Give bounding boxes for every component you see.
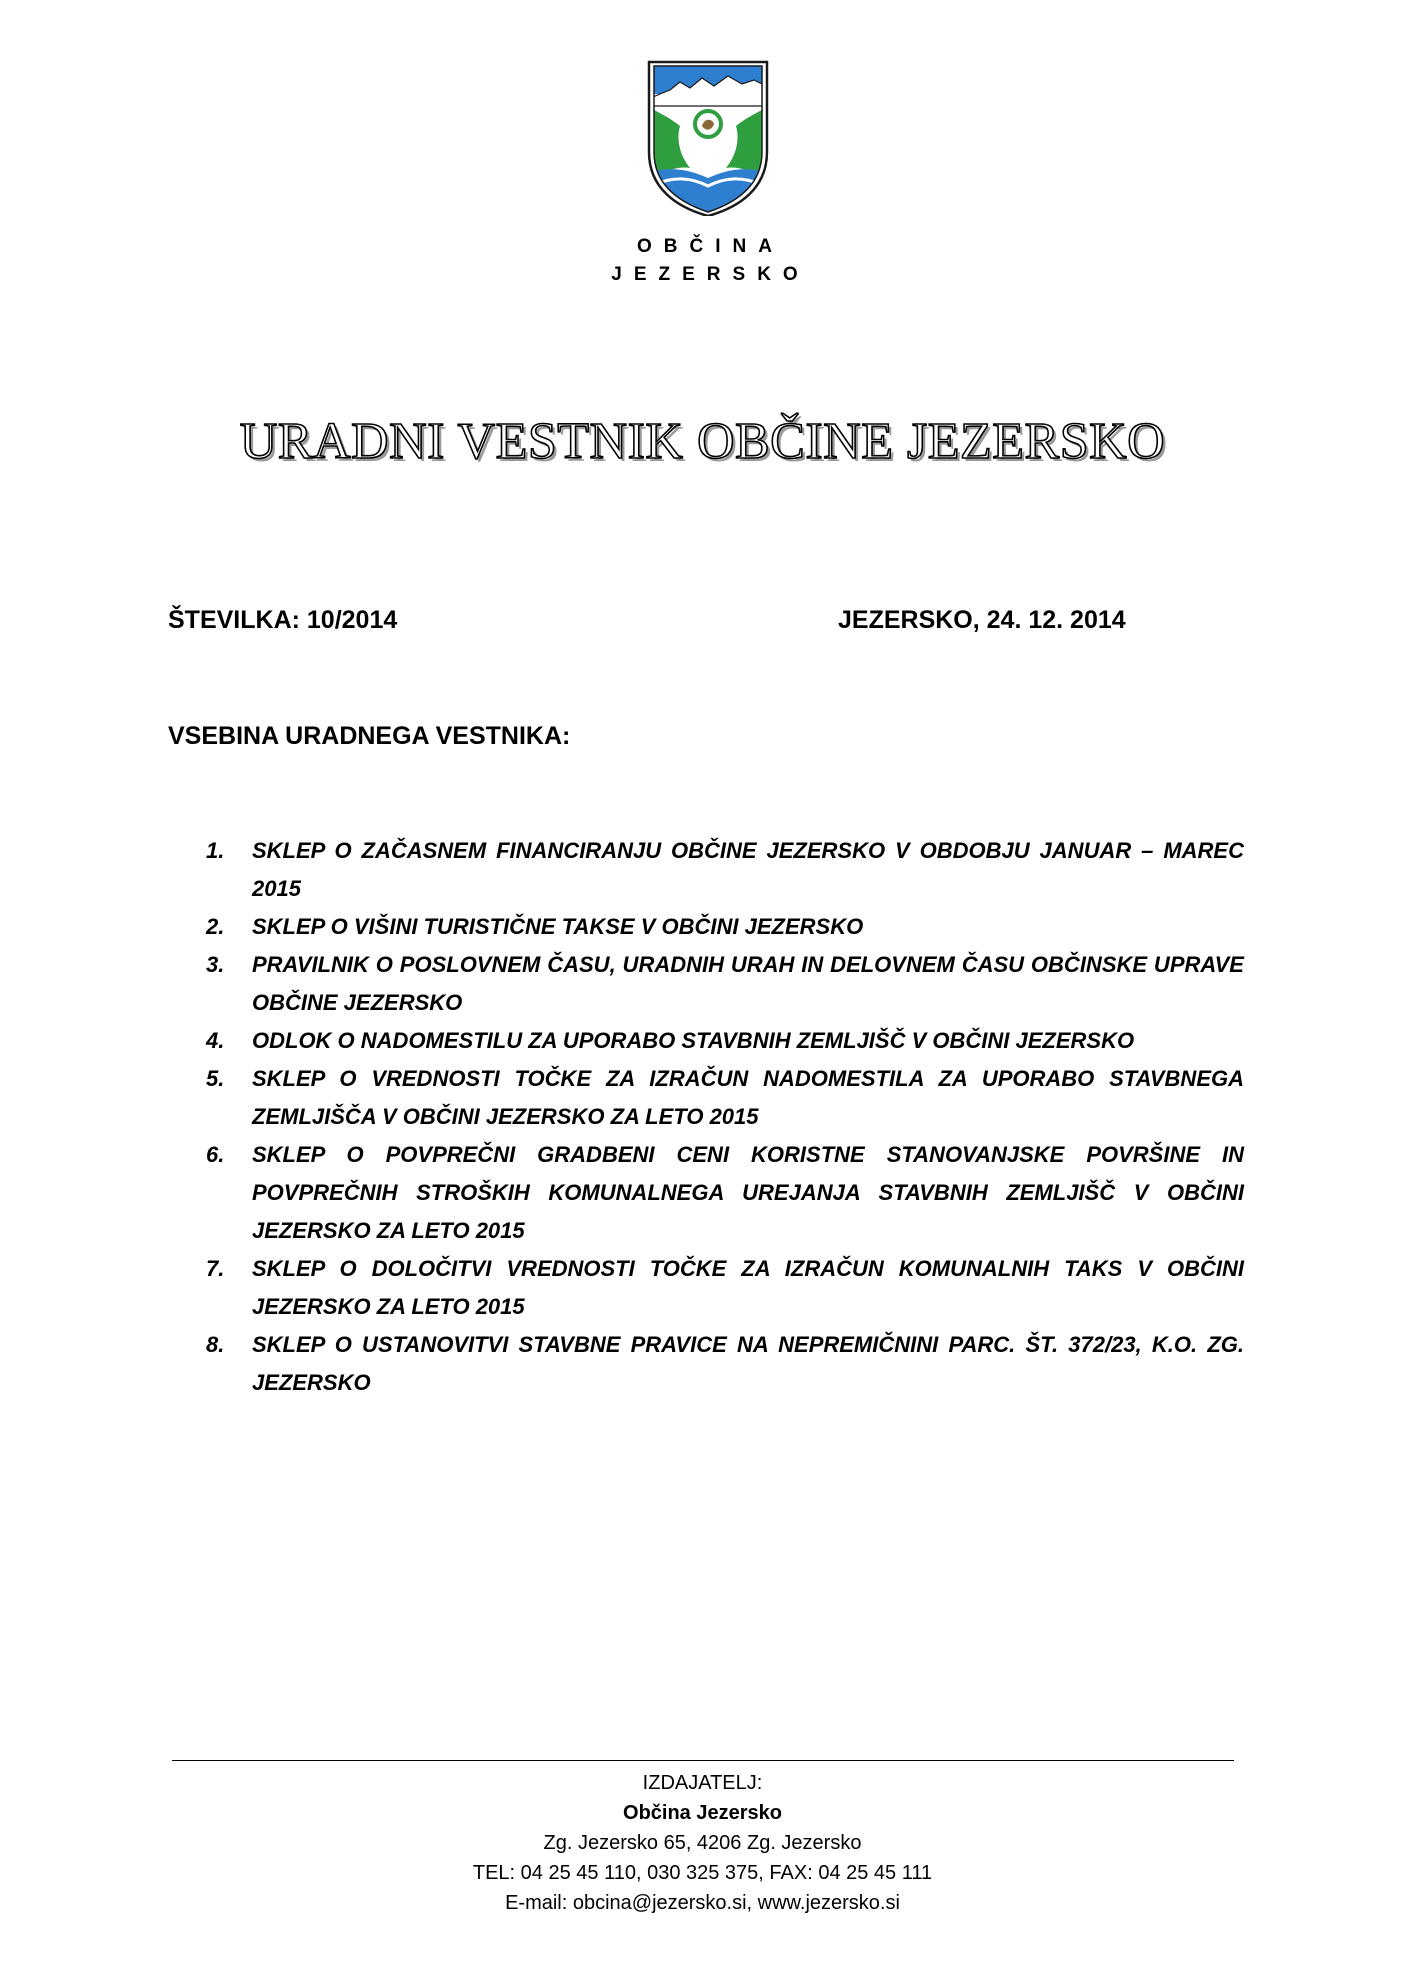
issue-number: ŠTEVILKA: 10/2014 <box>168 606 398 634</box>
list-item-text: SKLEP O DOLOČITVI VREDNOSTI TOČKE ZA IZRAČUN KOMUNALNIH TAKS V OBČINI JEZERSKO ZA LETO 2015 <box>252 1256 1244 1319</box>
list-item-text: SKLEP O VREDNOSTI TOČKE ZA IZRAČUN NADOMESTILA ZA UPORABO STAVBNEGA ZEMLJIŠČA V OBČINI JEZERSKO ZA LETO 2015 <box>252 1066 1244 1129</box>
list-item <box>206 1136 1244 1250</box>
list-item-number: 8. <box>206 1332 225 1357</box>
list-item-number: 7. <box>206 1256 225 1281</box>
list-item-number: 3. <box>206 952 225 977</box>
contents-heading: VSEBINA URADNEGA VESTNIKA: <box>168 722 571 750</box>
publisher-address: Zg. Jezersko 65, 4206 Zg. Jezersko <box>543 1832 862 1854</box>
list-item <box>206 1326 1244 1402</box>
footer-divider <box>172 1760 1234 1761</box>
list-item-text: SKLEP O ZAČASNEM FINANCIRANJU OBČINE JEZERSKO V OBDOBJU JANUAR – MAREC 2015 <box>252 838 1244 901</box>
list-item <box>206 908 1244 946</box>
list-item-number: 6. <box>206 1142 225 1167</box>
document-title: URADNI VESTNIK OBČINE JEZERSKO <box>239 413 1166 470</box>
list-item-number: 5. <box>206 1066 225 1091</box>
list-item-number: 4. <box>206 1028 225 1053</box>
municipality-name-line1: OBČINA <box>637 236 784 257</box>
list-item-text: SKLEP O VIŠINI TURISTIČNE TAKSE V OBČINI JEZERSKO <box>252 914 864 939</box>
list-item <box>206 946 1244 1022</box>
coat-of-arms-logo <box>646 60 770 216</box>
list-item-text: SKLEP O USTANOVITVI STAVBNE PRAVICE NA NEPREMIČNINI PARC. ŠT. 372/23, K.O. ZG. JEZERSKO <box>252 1332 1244 1395</box>
list-item <box>206 832 1244 908</box>
issue-place-date: JEZERSKO, 24. 12. 2014 <box>838 606 1126 634</box>
list-item-number: 2. <box>206 914 225 939</box>
publisher-contact: E-mail: obcina@jezersko.si, www.jezersko.si <box>505 1892 900 1914</box>
list-item <box>206 1060 1244 1136</box>
publisher-phones: TEL: 04 25 45 110, 030 325 375, FAX: 04 25 45 111 <box>472 1862 933 1884</box>
list-item <box>206 1250 1244 1326</box>
publisher-name: Občina Jezersko <box>623 1802 782 1824</box>
municipality-name-line2: JEZERSKO <box>611 264 810 285</box>
list-item-text: ODLOK O NADOMESTILU ZA UPORABO STAVBNIH ZEMLJIŠČ V OBČINI JEZERSKO <box>252 1028 1135 1053</box>
list-item-text: PRAVILNIK O POSLOVNEM ČASU, URADNIH URAH IN DELOVNEM ČASU OBČINSKE UPRAVE OBČINE JEZERSKO <box>252 952 1244 1015</box>
list-item-text: SKLEP O POVPREČNI GRADBENI CENI KORISTNE STANOVANJSKE POVRŠINE IN POVPREČNIH STROŠKIH KOMUNALNEGA UREJANJA STAVBNIH ZEMLJIŠČ V OBČINI JEZERSKO ZA LETO 2015 <box>252 1142 1244 1243</box>
list-item-number: 1. <box>206 838 225 863</box>
table-of-contents <box>206 832 1244 1402</box>
list-item <box>206 1022 1244 1060</box>
publisher-label: IZDAJATELJ: <box>642 1772 763 1794</box>
